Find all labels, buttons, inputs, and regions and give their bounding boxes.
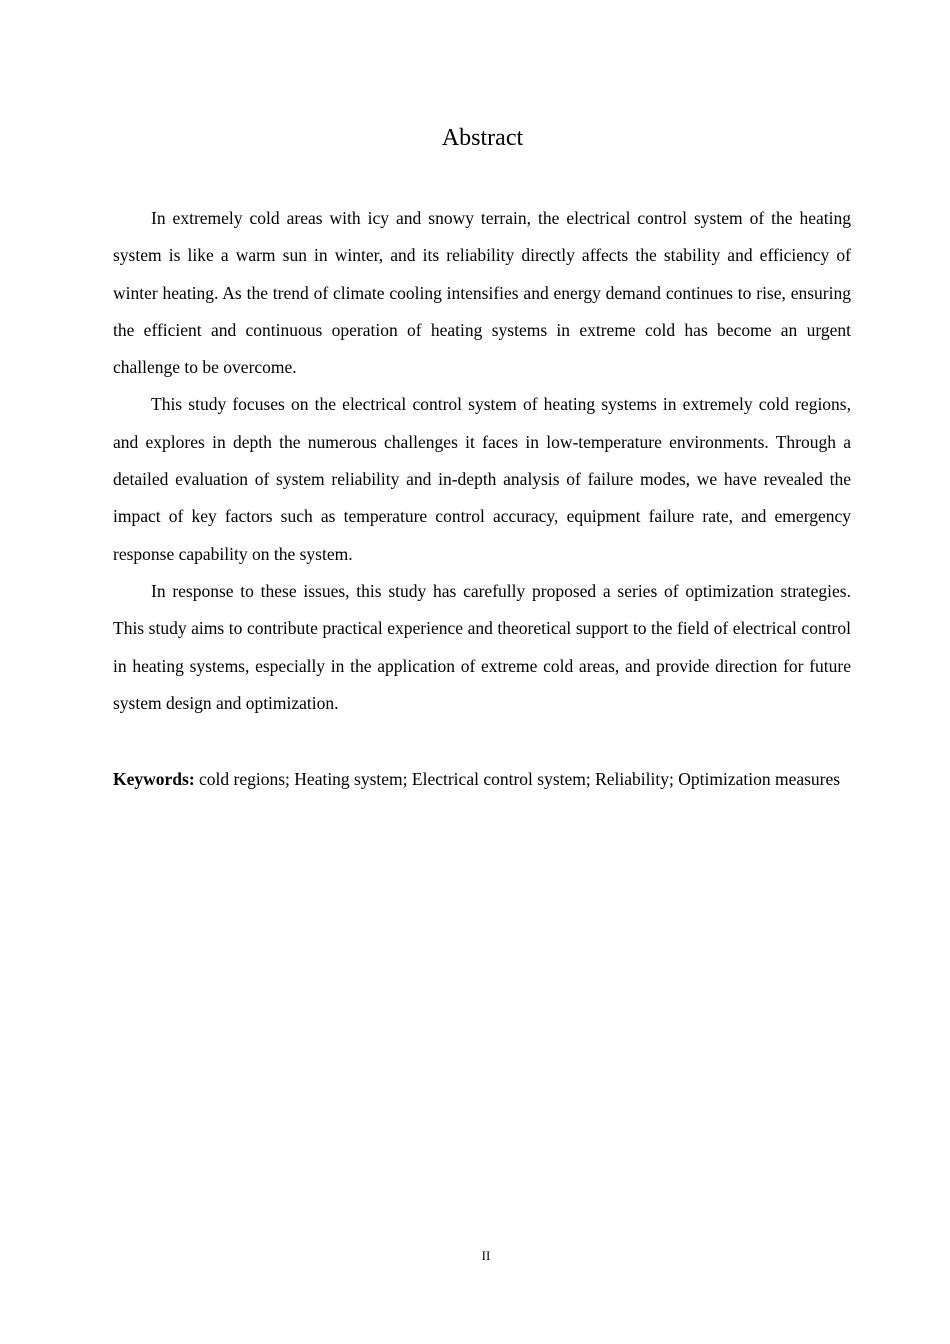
keywords-text: cold regions; Heating system; Electrical control system; Reliability; Optimization measures <box>194 769 841 789</box>
keywords-line <box>113 761 851 798</box>
abstract-paragraph-2: This study focuses on the electrical control system of heating systems in extremely cold regions, and explores in depth the numerous challenges it faces in low-temperature environments. Through a detailed evaluation of system reliability and in-depth analysis of failure modes, we have revealed the impact of key factors such as temperature control accuracy, equipment failure rate, and emergency response capability on the system. <box>113 394 851 564</box>
abstract-paragraph-1: In extremely cold areas with icy and snowy terrain, the electrical control system of the heating system is like a warm sun in winter, and its reliability directly affects the stability and efficiency of winter heating. As the trend of climate cooling intensifies and energy demand continues to rise, ensuring the efficient and continuous operation of heating systems in extreme cold has become an urgent challenge to be overcome. <box>113 208 851 378</box>
abstract-paragraph-3: In response to these issues, this study has carefully proposed a series of optimization strategies. This study aims to contribute practical experience and theoretical support to the field of electrical control in heating systems, especially in the application of extreme cold areas, and provide direction for future system design and optimization. <box>113 580 851 713</box>
keywords-label: Keywords: <box>113 769 195 789</box>
page-title: Abstract <box>441 125 524 151</box>
page-number: II <box>481 1248 491 1263</box>
abstract-body <box>113 200 851 722</box>
